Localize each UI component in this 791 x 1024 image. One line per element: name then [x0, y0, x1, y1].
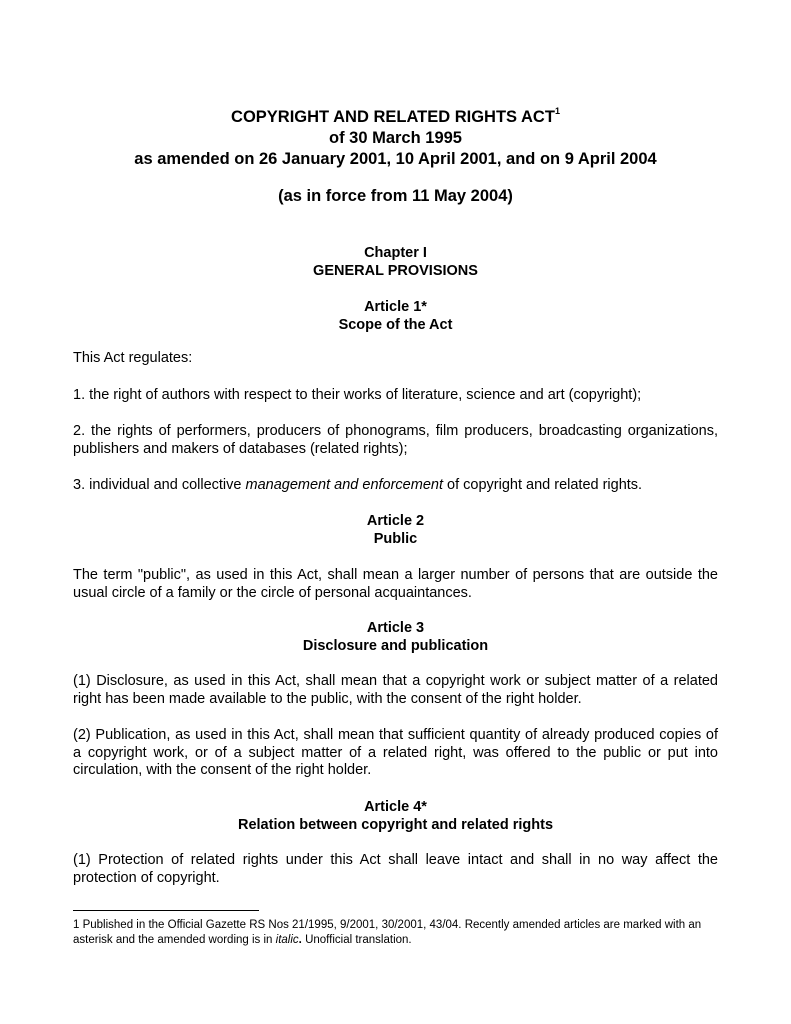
- chapter-heading: [60, 244, 731, 280]
- document-title: [60, 107, 731, 170]
- chapter-title: GENERAL PROVISIONS: [313, 263, 478, 279]
- article-1-heading: [60, 298, 731, 334]
- article-3-paragraph-2: (2) Publication, as used in this Act, shall mean that sufficient quantity of already produced copies of a copyright work, or of a subject matter of a related right, was offered to the public or put into circulation, with the consent of the right holder.: [73, 727, 718, 778]
- article-3-paragraph-1: (1) Disclosure, as used in this Act, shall mean that a copyright work or subject matter of a related right has been made available to the public, with the consent of the right holder.: [73, 673, 718, 707]
- article-1-item-1: 1. the right of authors with respect to their works of literature, science and art (copyright);: [73, 387, 642, 403]
- title-line-1: COPYRIGHT AND RELATED RIGHTS ACT$^1$: [231, 106, 560, 126]
- article-1-number: Article 1*: [364, 299, 427, 315]
- footnote-separator: [73, 910, 259, 911]
- footnote: 1 Published in the Official Gazette RS Nos 21/1995, 9/2001, 30/2001, 43/04. Recently amended articles are marked with an asterisk and the amended wording is in italic. Unofficial translation.: [73, 919, 702, 946]
- title-line-2: of 30 March 1995: [329, 129, 462, 147]
- footnote-reference[interactable]: 1: [554, 106, 560, 116]
- article-2-title: Public: [373, 531, 418, 547]
- article-4-paragraph-1: (1) Protection of related rights under this Act shall leave intact and shall in no way affect the protection of copyright.: [73, 852, 718, 886]
- article-4-heading: [60, 798, 731, 834]
- in-force-date: (as in force from 11 May 2004): [278, 187, 513, 205]
- article-2-text: The term "public", as used in this Act, shall mean a larger number of persons that are outside the usual circle of a family or the circle of personal acquaintances.: [73, 567, 718, 601]
- article-2-heading: [60, 512, 731, 548]
- article-1-item-2: 2. the rights of performers, producers of phonograms, film producers, broadcasting organizations, publishers and makers of databases (related rights);: [73, 423, 718, 457]
- article-3-heading: [60, 619, 731, 655]
- article-3-number: Article 3: [366, 620, 425, 636]
- article-1-intro: This Act regulates:: [73, 350, 193, 366]
- article-3-title: Disclosure and publication: [302, 638, 489, 654]
- title-line-3: as amended on 26 January 2001, 10 April 2001, and on 9 April 2004: [134, 150, 657, 168]
- article-1-title: Scope of the Act: [338, 317, 453, 333]
- article-2-number: Article 2: [366, 513, 425, 529]
- article-4-number: Article 4*: [364, 799, 427, 815]
- article-1-item-3: 3. individual and collective management and enforcement of copyright and related rights.: [73, 477, 643, 493]
- article-4-title: Relation between copyright and related rights: [237, 817, 554, 833]
- chapter-number: Chapter I: [364, 245, 427, 261]
